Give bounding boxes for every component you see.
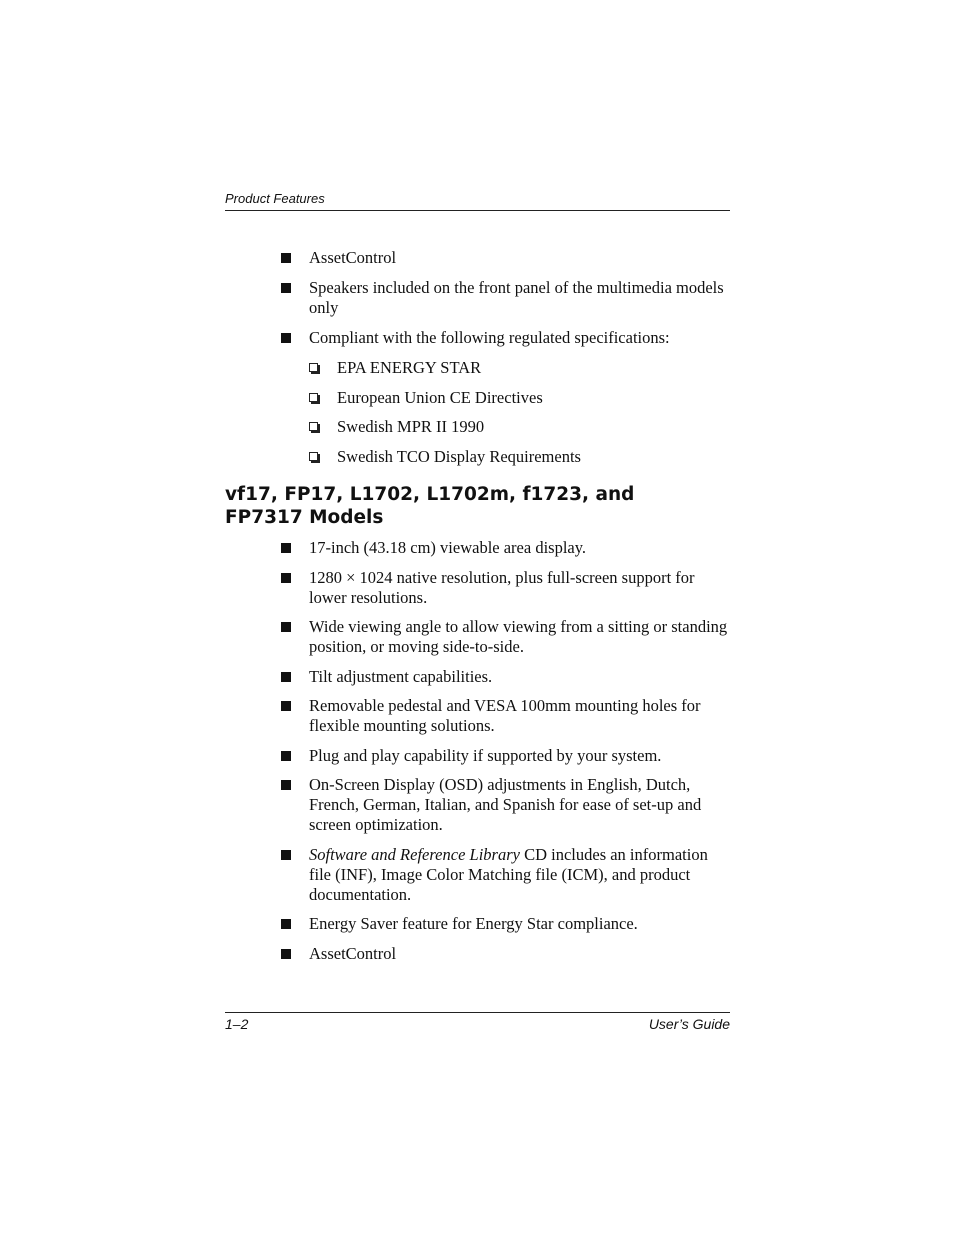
square-bullet-icon xyxy=(281,949,291,959)
square-bullet-icon xyxy=(281,850,291,860)
list-item xyxy=(281,278,731,318)
list-item xyxy=(281,568,731,608)
square-bullet-icon xyxy=(281,543,291,553)
list-item xyxy=(281,328,731,348)
square-bullet-icon xyxy=(281,919,291,929)
list-item xyxy=(281,248,731,268)
sub-list-item xyxy=(309,388,729,408)
list-item-text: 17-inch (43.18 cm) viewable area display. xyxy=(309,538,587,557)
square-bullet-icon xyxy=(281,253,291,263)
list-item-text: Speakers included on the front panel of the multimedia models only xyxy=(309,278,724,317)
section-heading xyxy=(225,483,725,529)
section-heading-line: vf17, FP17, L1702, L1702m, f1723, and xyxy=(225,484,635,505)
box-bullet-icon xyxy=(309,422,318,431)
list-item xyxy=(281,667,731,687)
feature-list-general xyxy=(281,248,731,358)
list-item-text: Removable pedestal and VESA 100mm mounting holes for flexible mounting solutions. xyxy=(309,696,701,735)
feature-list-models xyxy=(281,538,731,973)
sub-list-item xyxy=(309,447,729,467)
square-bullet-icon xyxy=(281,701,291,711)
square-bullet-icon xyxy=(281,333,291,343)
regulated-specifications-list xyxy=(309,358,729,476)
list-item-text: 1280 × 1024 native resolution, plus full-screen support for lower resolutions. xyxy=(309,567,695,607)
list-item-text: Wide viewing angle to allow viewing from a sitting or standing position, or moving side-to-side. xyxy=(309,617,728,656)
square-bullet-icon xyxy=(281,622,291,632)
sub-list-item xyxy=(309,358,729,378)
list-item-text: Tilt adjustment capabilities. xyxy=(309,666,493,686)
square-bullet-icon xyxy=(281,672,291,682)
list-item xyxy=(281,538,731,558)
sub-list-item-text: EPA ENERGY STAR xyxy=(337,358,482,377)
page-number: 1–2 xyxy=(225,1016,249,1032)
software-library-title: Software and Reference Library xyxy=(309,844,520,864)
list-item-text: CD includes an information file (INF), Image Color Matching file (ICM), and product documentation. xyxy=(309,844,708,904)
box-bullet-icon xyxy=(309,393,318,402)
list-item-text: AssetControl xyxy=(309,943,397,963)
list-item-text: On-Screen Display (OSD) adjustments in English, Dutch, French, German, Italian, and Spanish for ease of set-up and screen optimization. xyxy=(309,775,702,834)
list-item-text: Compliant with the following regulated specifications: xyxy=(309,328,670,347)
square-bullet-icon xyxy=(281,573,291,583)
section-heading-line: FP7317 Models xyxy=(225,507,384,528)
list-item xyxy=(281,845,731,905)
list-item xyxy=(281,914,731,934)
list-item xyxy=(281,775,731,835)
sub-list-item-text: Swedish MPR II 1990 xyxy=(337,417,485,436)
running-header: Product Features xyxy=(225,191,730,211)
sub-list-item-text: Swedish TCO Display Requirements xyxy=(337,446,581,466)
square-bullet-icon xyxy=(281,283,291,293)
box-bullet-icon xyxy=(309,363,318,372)
sub-list-item xyxy=(309,417,729,437)
list-item xyxy=(281,617,731,657)
document-title: User’s Guide xyxy=(648,1016,730,1032)
sub-list-item-text: European Union CE Directives xyxy=(337,387,543,407)
running-footer xyxy=(225,1012,730,1032)
square-bullet-icon xyxy=(281,751,291,761)
list-item xyxy=(281,696,731,736)
list-item-text: Plug and play capability if supported by your system. xyxy=(309,745,662,765)
list-item xyxy=(281,746,731,766)
list-item-text: Energy Saver feature for Energy Star compliance. xyxy=(309,914,638,933)
box-bullet-icon xyxy=(309,452,318,461)
list-item-text: AssetControl xyxy=(309,248,397,267)
list-item xyxy=(281,944,731,964)
square-bullet-icon xyxy=(281,780,291,790)
